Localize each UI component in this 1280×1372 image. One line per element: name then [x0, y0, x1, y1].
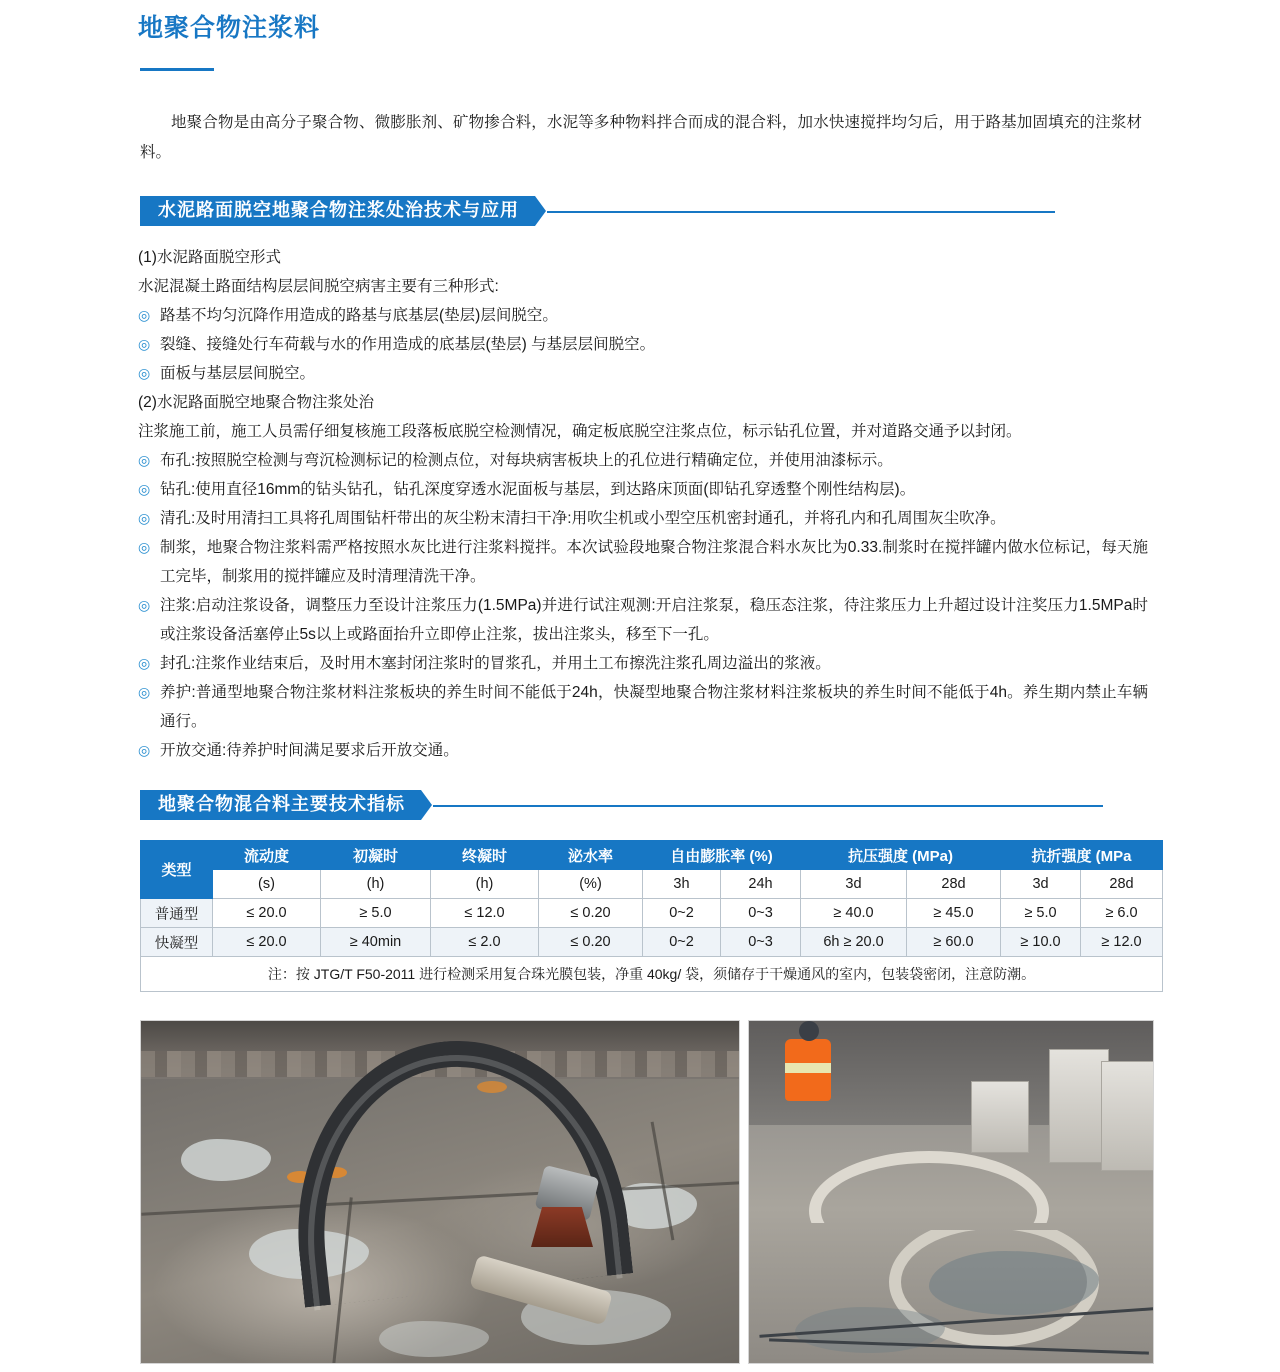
section-header-rule	[433, 805, 1103, 807]
photo-worker-grouting-site	[748, 1020, 1154, 1364]
th-3d-comp: 3d	[801, 870, 907, 899]
th-free-expansion: 自由膨胀率 (%)	[643, 841, 801, 870]
sub-heading-2: (2)水泥路面脱空地聚合物注浆处治	[138, 394, 374, 411]
th-28d-flex: 28d	[1081, 870, 1163, 899]
spec-table	[140, 840, 1163, 992]
cell: ≥ 40.0	[801, 899, 907, 928]
cell: ≤ 12.0	[431, 899, 539, 928]
table-header-row	[141, 841, 1163, 870]
row-label: 快凝型	[141, 928, 213, 957]
page-bottom-edge	[0, 1364, 1280, 1372]
table-row	[141, 928, 1163, 957]
cell: ≤ 2.0	[431, 928, 539, 957]
th-type: 类型	[141, 841, 213, 899]
th-3d-flex: 3d	[1001, 870, 1081, 899]
list-item: ◎ 钻孔:使用直径16mm的钻头钻孔，钻孔深度穿透水泥面板与基层，到达路床顶面(即钻孔穿透整个刚性结构层)。	[138, 475, 1148, 504]
section1-part1	[138, 243, 1148, 388]
th-flexural-strength: 抗折强度 (MPa	[1001, 841, 1163, 870]
cell: ≤ 20.0	[213, 899, 321, 928]
vest-reflective-strip	[785, 1063, 831, 1073]
section-header-technology-label: 水泥路面脱空地聚合物注浆处治技术与应用	[140, 196, 535, 226]
section-header-technology	[140, 196, 535, 226]
cell: 0~2	[643, 899, 721, 928]
table-note-row	[141, 957, 1163, 992]
cell: ≥ 45.0	[907, 899, 1001, 928]
th-bleed-rate: 泌水率	[539, 841, 643, 870]
cell: 6h ≥ 20.0	[801, 928, 907, 957]
cell: 0~3	[721, 928, 801, 957]
list-item: ◎ 布孔:按照脱空检测与弯沉检测标记的检测点位，对每块病害板块上的孔位进行精确定位，并使用油漆标示。	[138, 446, 1148, 475]
photo-gallery	[140, 1020, 1154, 1364]
cell: ≥ 12.0	[1081, 928, 1163, 957]
section1-part2	[138, 388, 1148, 765]
cell: 0~2	[643, 928, 721, 957]
th-24h: 24h	[721, 870, 801, 899]
concrete-block	[1101, 1061, 1154, 1171]
list-item: ◎ 裂缝、接缝处行车荷载与水的作用造成的底基层(垫层) 与基层层间脱空。	[138, 330, 1148, 359]
title-underline	[140, 68, 214, 71]
table-subheader-row	[141, 870, 1163, 899]
list-item: ◎ 封孔:注浆作业结束后，及时用木塞封闭注浆时的冒浆孔，并用土工布擦洗注浆孔周边溢出的浆液。	[138, 649, 1148, 678]
sub-lead-2: 注浆施工前，施工人员需仔细复核施工段落板底脱空检测情况，确定板底脱空注浆点位，标示钻孔位置，并对道路交通予以封闭。	[138, 423, 1022, 440]
concrete-block	[1049, 1049, 1109, 1163]
section-header-spec-label: 地聚合物混合料主要技术指标	[140, 790, 421, 820]
cell: ≤ 0.20	[539, 899, 643, 928]
table-row	[141, 899, 1163, 928]
th-compressive-strength: 抗压强度 (MPa)	[801, 841, 1001, 870]
section-header-rule	[547, 211, 1055, 213]
cell: ≥ 60.0	[907, 928, 1001, 957]
th-3h: 3h	[643, 870, 721, 899]
th-unit-h-final: (h)	[431, 870, 539, 899]
photo-grouting-hose-on-concrete-pavement	[140, 1020, 740, 1364]
th-flow: 流动度	[213, 841, 321, 870]
cell: ≥ 5.0	[321, 899, 431, 928]
sub-heading-1: (1)水泥路面脱空形式	[138, 249, 281, 266]
spec-table-wrapper	[140, 840, 1154, 992]
cell: ≤ 0.20	[539, 928, 643, 957]
list-item: ◎ 面板与基层层间脱空。	[138, 359, 1148, 388]
th-final-set: 终凝时	[431, 841, 539, 870]
th-unit-h-initial: (h)	[321, 870, 431, 899]
cell: ≥ 5.0	[1001, 899, 1081, 928]
cell: ≥ 6.0	[1081, 899, 1163, 928]
row-label: 普通型	[141, 899, 213, 928]
section-header-spec	[140, 790, 421, 820]
cell: 0~3	[721, 899, 801, 928]
th-unit-s: (s)	[213, 870, 321, 899]
concrete-block	[971, 1081, 1029, 1153]
cell: ≤ 20.0	[213, 928, 321, 957]
worker-head	[799, 1021, 819, 1041]
list-item: ◎ 养护:普通型地聚合物注浆材料注浆板块的养生时间不能低于24h，快凝型地聚合物注浆材料注浆板块的养生时间不能低于4h。养生期内禁止车辆通行。	[138, 678, 1148, 736]
sub-lead-1: 水泥混凝土路面结构层层间脱空病害主要有三种形式:	[138, 278, 499, 295]
cell: ≥ 10.0	[1001, 928, 1081, 957]
table-note: 注：按 JTG/T F50-2011 进行检测采用复合珠光膜包装，净重 40kg/ 袋，须储存于干燥通风的室内，包装袋密闭，注意防潮。	[141, 957, 1163, 992]
cell: ≥ 40min	[321, 928, 431, 957]
list-item: ◎ 开放交通:待养护时间满足要求后开放交通。	[138, 736, 1148, 765]
th-28d-comp: 28d	[907, 870, 1001, 899]
list-item: ◎ 清孔:及时用清扫工具将孔周围钻杆带出的灰尘粉末清扫干净:用吹尘机或小型空压机密封通孔，并将孔内和孔周围灰尘吹净。	[138, 504, 1148, 533]
th-unit-percent: (%)	[539, 870, 643, 899]
list-item: ◎ 路基不均匀沉降作用造成的路基与底基层(垫层)层间脱空。	[138, 301, 1148, 330]
list-item: ◎ 注浆:启动注浆设备，调整压力至设计注浆压力(1.5MPa)并进行试注观测:开启注浆泵，稳压态注浆，待注浆压力上升超过设计注奖压力1.5MPa时或注浆设备活塞停止5s以上或路面抬升立即停止注浆，拔出注浆头，移至下一孔。	[138, 591, 1148, 649]
intro-paragraph: 地聚合物是由高分子聚合物、微膨胀剂、矿物掺合料，水泥等多种物料拌合而成的混合料，加水快速搅拌均匀后，用于路基加固填充的注浆材料。	[140, 114, 1142, 161]
list-item: ◎ 制浆，地聚合物注浆料需严格按照水灰比进行注浆料搅拌。本次试验段地聚合物注浆混合料水灰比为0.33.制浆时在搅拌罐内做水位标记，每天施工完毕，制浆用的搅拌罐应及时清理清洗干净。	[138, 533, 1148, 591]
th-initial-set: 初凝时	[321, 841, 431, 870]
page-title: 地聚合物注浆料	[138, 14, 321, 42]
